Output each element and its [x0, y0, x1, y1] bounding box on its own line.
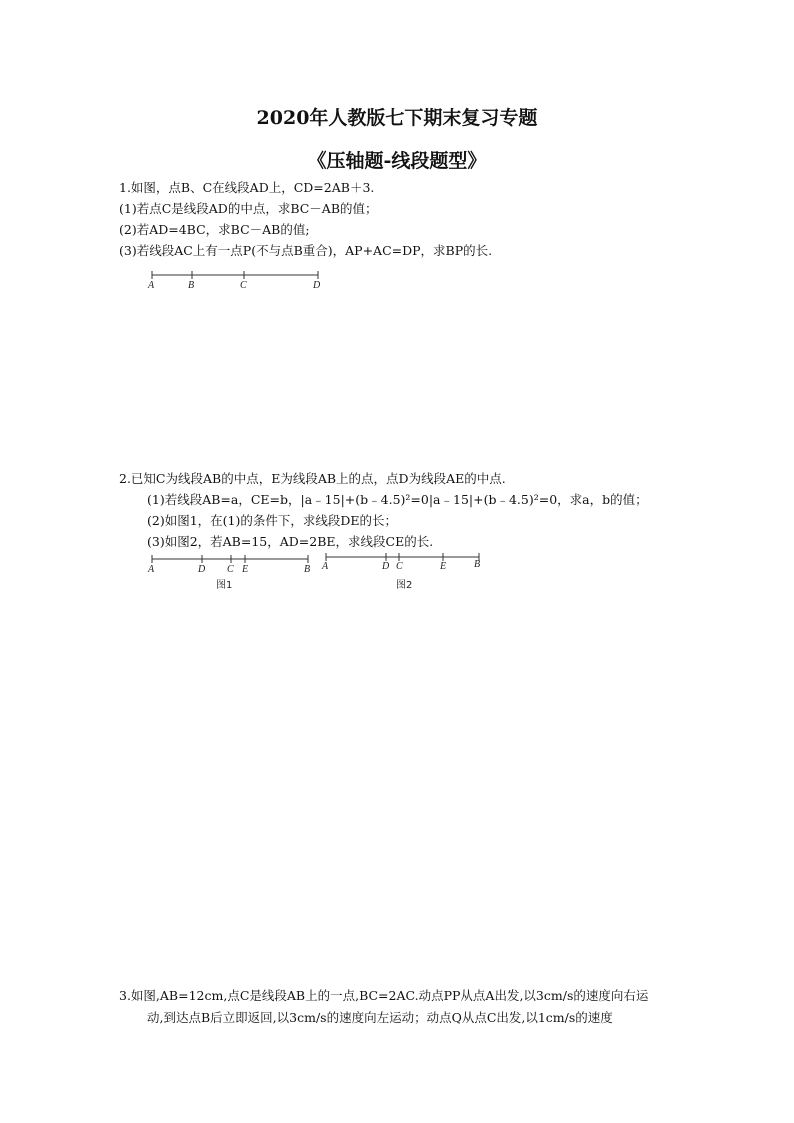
fig2-label-E: E: [440, 561, 447, 572]
q2-figure-2: [321, 553, 480, 591]
q2-part3: (3)如图2，若AB=15，AD=2BE，求线段CE的长.: [147, 534, 434, 549]
label-A: A: [148, 280, 155, 291]
q2-stem: 2.已知C为线段AB的中点，E为线段AB上的点，点D为线段AE的中点.: [119, 471, 506, 486]
fig1-label-D: D: [198, 564, 206, 575]
q1-part1: (1)若点C是线段AD的中点，求BC－AB的值；: [119, 201, 378, 216]
fig2-label-C: C: [396, 561, 403, 572]
q2-part1: (1)若线段AB=a，CE=b，|a﹣15|+(b﹣4.5)²=0|a﹣15|+(b﹣4.5)²=0，求a，b的值；: [147, 492, 648, 507]
page-subtitle: 《压轴题-线段题型》: [307, 150, 487, 172]
fig2-label-A: A: [322, 561, 329, 572]
label-C: C: [240, 280, 247, 291]
label-B: B: [188, 280, 195, 291]
label-D: D: [313, 280, 321, 291]
fig1-caption: 图1: [216, 580, 233, 591]
fig2-caption: 图2: [396, 580, 413, 591]
page-title: 2020年人教版七下期末复习专题: [256, 107, 538, 129]
fig1-label-E: E: [242, 564, 249, 575]
fig1-label-B: B: [304, 564, 311, 575]
q1-part2: (2)若AD=4BC，求BC－AB的值;: [119, 222, 310, 237]
q2-figure-1: [147, 555, 310, 591]
q3-line-2: 动,到达点B后立即返回,以3cm/s的速度向左运动；动点Q从点C出发,以1cm/s的速度: [147, 1010, 613, 1025]
q1-segment-figure: [140, 266, 340, 292]
q3-line-1: 3.如图,AB=12cm,点C是线段AB上的一点,BC=2AC.动点PP从点A出发,以3cm/s的速度向右运: [119, 988, 649, 1003]
q2-figures: [140, 553, 490, 593]
fig1-label-C: C: [227, 564, 234, 575]
fig2-label-D: D: [382, 561, 390, 572]
fig2-label-B: B: [474, 559, 481, 570]
q1-part3: (3)若线段AC上有一点P(不与点B重合)，AP+AC=DP，求BP的长.: [119, 243, 493, 258]
q2-part2: (2)如图1，在(1)的条件下，求线段DE的长；: [147, 513, 398, 528]
q1-stem: 1.如图，点B、C在线段AD上，CD=2AB＋3.: [119, 180, 375, 195]
fig1-label-A: A: [148, 564, 155, 575]
